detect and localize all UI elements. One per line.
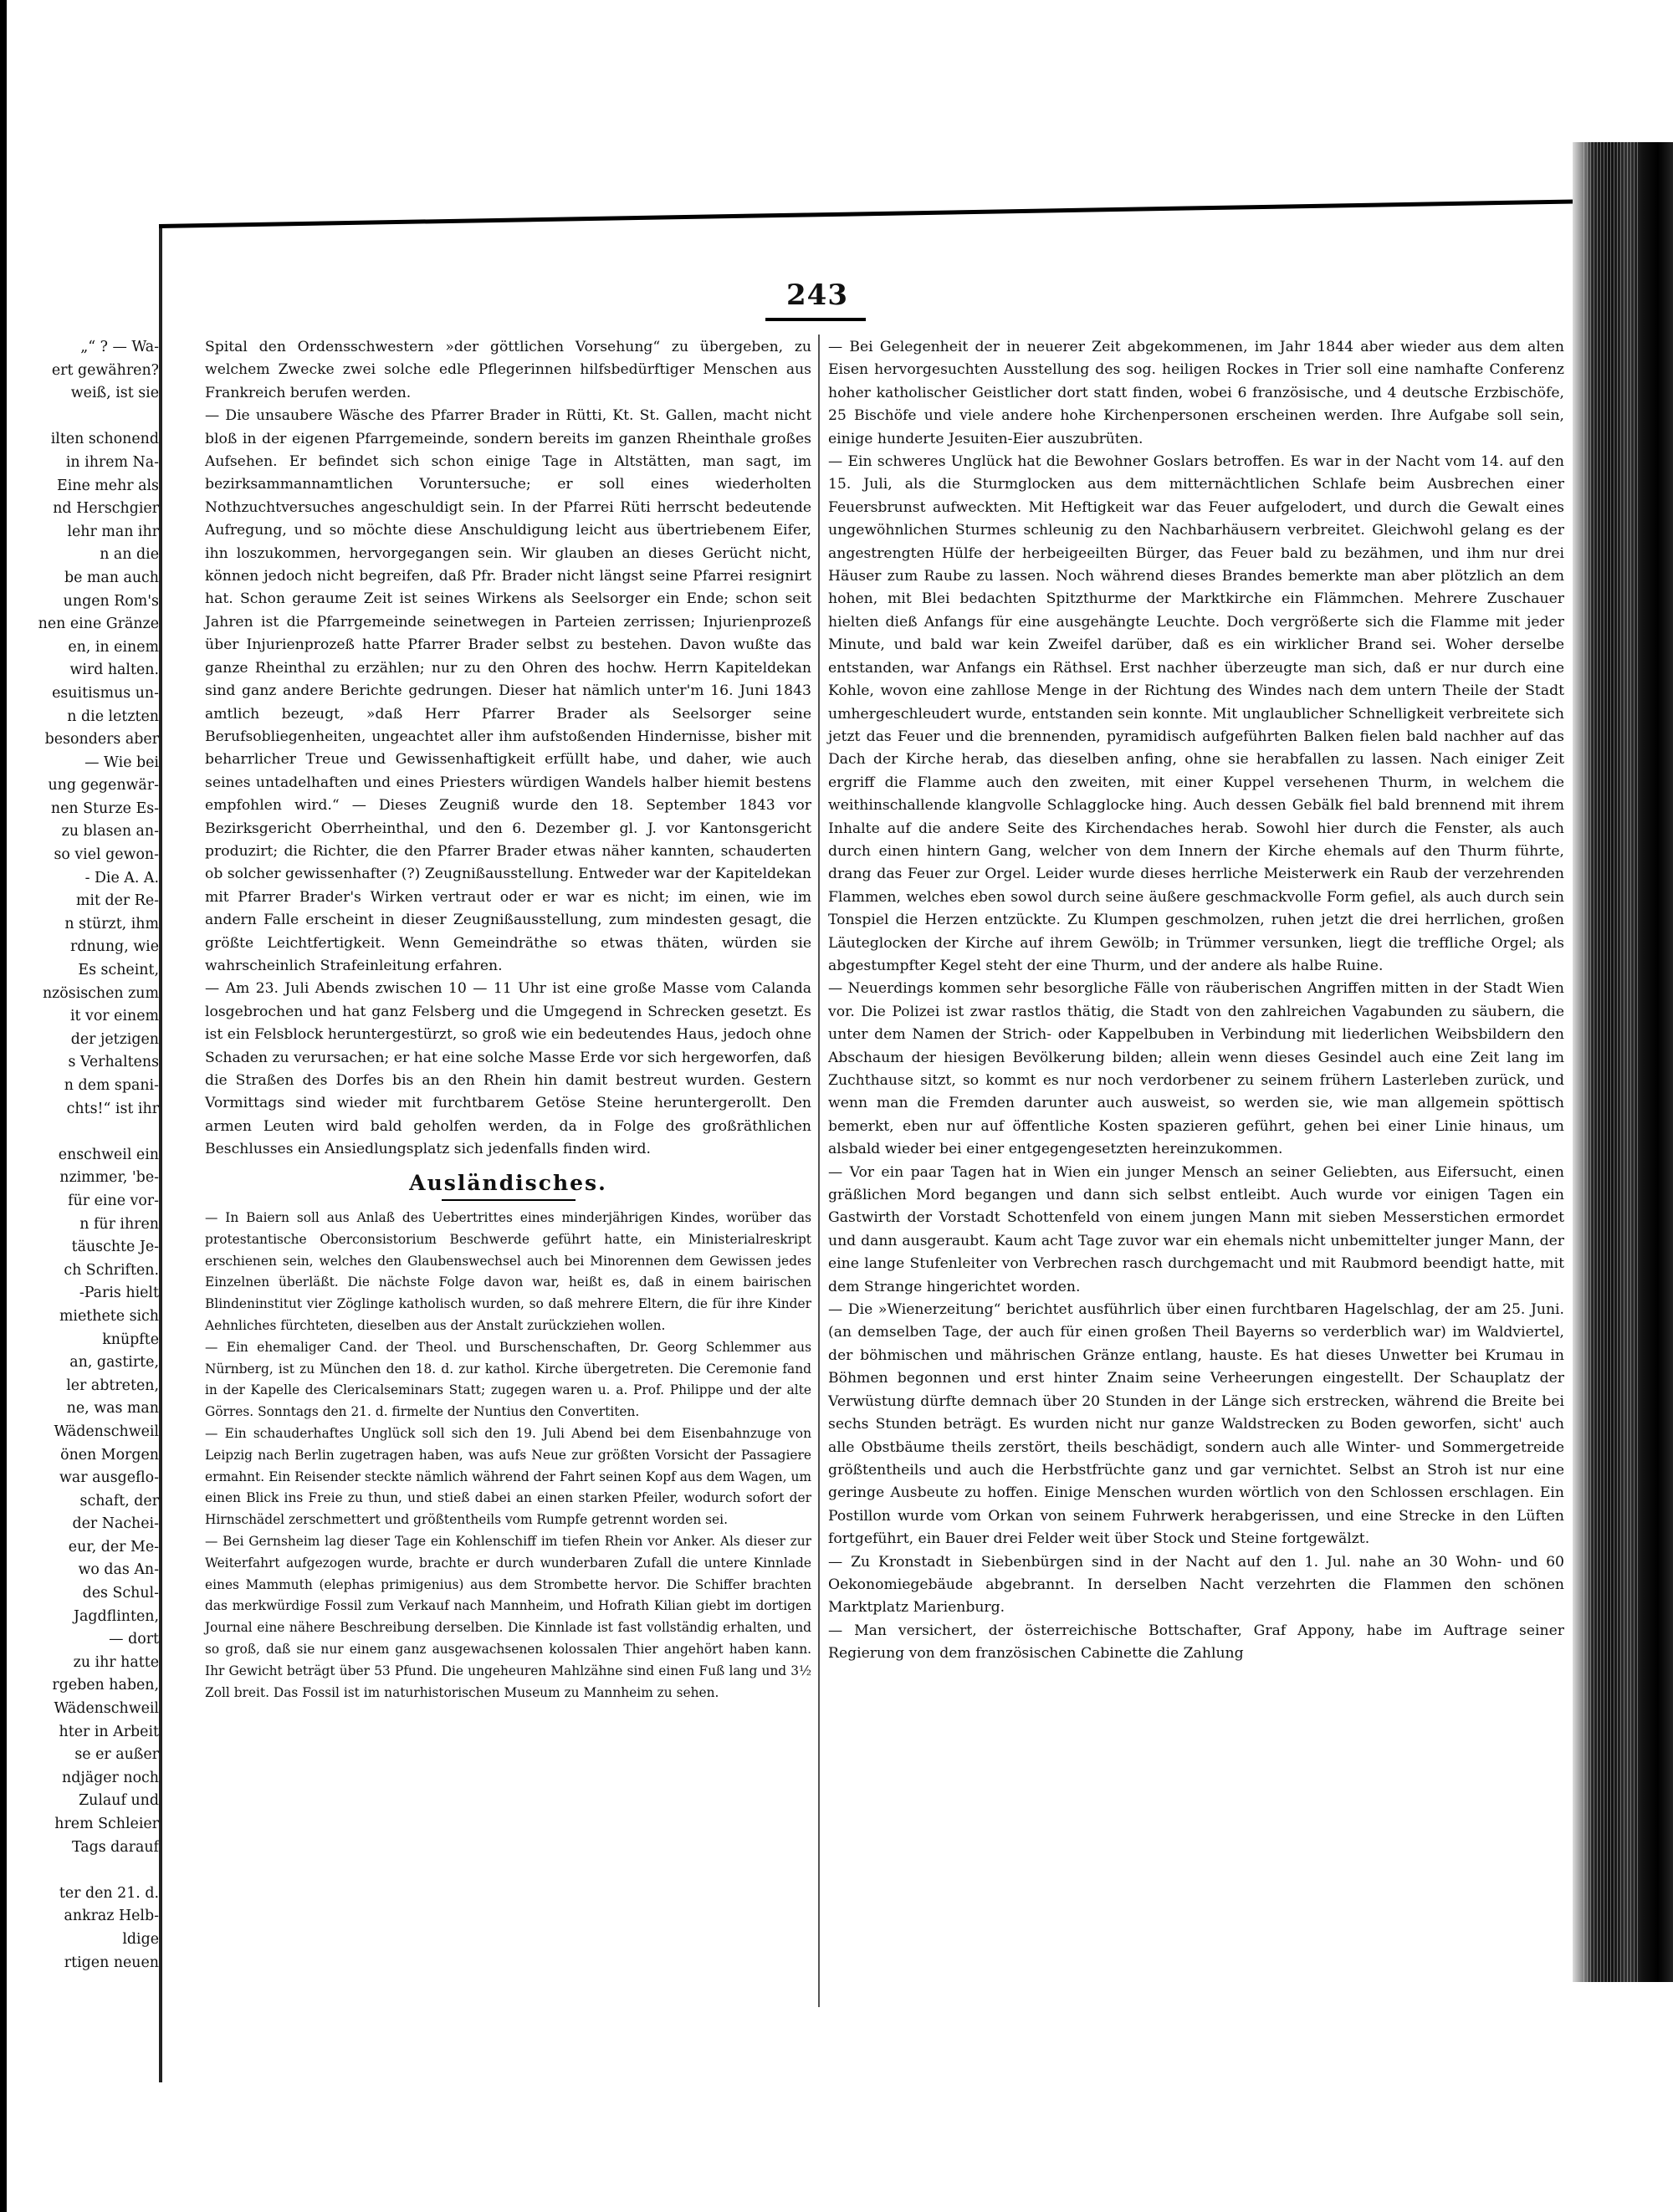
- fragment-line: schaft, der: [79, 1492, 159, 1510]
- fragment-line: — dort: [109, 1631, 159, 1648]
- fragment-line: des Schul-: [82, 1585, 159, 1602]
- fragment-line: ung gegenwär-: [48, 777, 159, 794]
- section-heading: Ausländisches.: [409, 1170, 607, 1195]
- fragment-line: an, gastirte,: [69, 1354, 159, 1372]
- page-number-underline: [765, 318, 866, 321]
- fragment-line: en, in einem: [68, 638, 159, 656]
- paragraph-mammuth: — Bei Gernsheim lag dieser Tage ein Kohlenschiff im tiefen Rhein vor Anker. Als dieser zur Weiterfahrt aufgezogen wurde, brachte er durch wunderbaren Zufall die untere Kinnlade eines Mammuth (elephas primigenius) aus dem Strombette hervor. Die Schiffer brachten das merkwürdige Fossil zum Verkauf nach Mannheim, und Hofrath Kilian giebt im dortigen Journal eine nähere Beschreibung derselben. Die Kinnlade ist fast vollständig erhalten, und so groß, daß sie nur einem ganz ausgewachsenen kolossalen Thier angehört haben kann. Ihr Gewicht beträgt über 53 Pfund. Die ungeheuren Mahlzähne sind einen Fuß lang und 3½ Zoll breit. Das Fossil ist im naturhistorischen Museum zu Mannheim zu sehen.: [205, 1533, 811, 1700]
- fragment-line: n für ihren: [79, 1215, 159, 1233]
- page-top-edge: [159, 199, 1581, 228]
- paragraph-baiern: — In Baiern soll aus Anlaß des Uebertrittes eines minderjährigen Kindes, worüber das protestantische Oberconsistorium Beschwerde geführt hatte, ein Ministerialreskript erschienen sein, welches den Glaubenswechsel auch bei Minorennen dem Gewissen jedes Einzelnen überläßt. Die nächste Folge davon war, heißt es, daß in einem bairischen Blindeninstitut vier Zöglinge katholisch wurden, so daß mehrere Eltern, die für ihre Kinder Aehnliches fürchteten, dieselben aus der Anstalt zurückziehen wollen.: [205, 1210, 811, 1334]
- paragraph-appony: — Man versichert, der österreichische Bottschafter, Graf Appony, habe im Auftrage seiner Regierung von dem französischen Cabinette die Zahlung: [828, 1622, 1564, 1663]
- fragment-line: be man auch: [64, 569, 159, 586]
- fragment-line: Zulauf und: [79, 1792, 159, 1810]
- paragraph-trier: — Bei Gelegenheit der in neuerer Zeit abgekommenen, im Jahr 1844 aber wieder aus dem alten Eisen hervorgesuchten Ausstellung des sog. heiligen Rockes in Trier soll eine namhafte Conferenz hoher katholischer Geistlicher dort statt finden, wobei 6 französische, und 4 deutsche Erzbischöfe, 25 Bischöfe und viele andere hohe Kirchenpersonen erscheinen werden. Ihre Aufgabe soll sein, einige hunderte Jesuiten-Eier auszubrüten.: [828, 339, 1564, 447]
- fragment-line: n stürzt, ihm: [64, 915, 159, 932]
- fragment-line: Eine mehr als: [57, 477, 159, 494]
- fragment-line: ler abtreten,: [66, 1377, 159, 1394]
- fragment-line: nen Sturze Es-: [50, 799, 159, 817]
- fragment-line: Wädenschweil: [54, 1700, 159, 1718]
- fragment-line: hter in Arbeit: [59, 1723, 159, 1740]
- fragment-line: rtigen neuen: [64, 1954, 159, 1971]
- fragment-line: nen eine Gränze: [38, 616, 159, 633]
- fragment-line: zu blasen an-: [61, 823, 159, 840]
- fragment-line: önen Morgen: [60, 1446, 159, 1464]
- fragment-line: rdnung, wie: [70, 938, 159, 956]
- paragraph-wien-mord: — Vor ein paar Tagen hat in Wien ein junger Mensch an seiner Geliebten, aus Eifersucht, einen gräßlichen Mord begangen und dann sich selbst entleibt. Auch wurde vor einigen Tagen ein Gastwirth der Vorstadt Schottenfeld von einem jungen Mann mit sieben Messerstichen ermordet und dann ausgeraubt. Kaum acht Tage zuvor war ein ehemals nicht unbemittelter junger Mann, der eine lange Stufenleiter von Verbrechen rasch durchgemacht und mit Raubmord beendigt hatte, mit dem Strange hingerichtet worden.: [828, 1163, 1564, 1295]
- fragment-line: wo das An-: [78, 1561, 159, 1579]
- fragment-line: nzösischen zum: [42, 984, 159, 1002]
- fragment-line: ert gewähren?: [51, 361, 159, 379]
- fragment-line: -Paris hielt: [79, 1285, 159, 1302]
- fragment-line: Tags darauf: [71, 1838, 159, 1856]
- paragraph-pfarrer-brader: — Die unsaubere Wäsche des Pfarrer Brader in Rütti, Kt. St. Gallen, macht nicht bloß in der eigenen Pfarrgemeinde, sondern bereits im ganzen Rheinthale großes Aufsehen. Er befindet sich schon einige Tage in Altstätten, man sagt, im bezirksammannamtlichen Voruntersuche; er soll eines wiederholten Nothzuchtversuches angeschuldigt sein. In der Pfarrei Rüti herrscht bedeutende Aufregung, und so möchte diese Anschuldigung leicht aus übertriebenem Eifer, ihn loszukommen, hervorgegangen sein. Wir glauben an dieses Gerücht nicht, können jedoch nicht begreifen, daß Pfr. Brader nicht längst seine Pfarrei resignirt hat. Schon geraume Zeit ist seines Wirkens als Seelsorger ein Ende; schon seit Jahren ist die Pfarrgemeinde seinetwegen in Parteien zerrissen; Injurienprozeß über Injurienprozeß hatte Pfarrer Brader selbst zu bestehen. Davon wußte das ganze Rheinthal zu erzählen; nur zu den Ohren des hochw. Herrn Kapiteldekan sind ganz andere Berichte gedrungen. Dieser hat nämlich unter'm 16. Juni 1843 amtlich bezeugt, »daß Herr Pfarrer Brader als Seelsorger seine Berufsobliegenheiten, ungeachtet aller ihm aufstoßenden Hindernisse, bisher mit beharrlicher Treue und Gewissenhaftigkeit erfüllt habe, und daher, wie auch seines untadelhaften und eines Priesters würdigen Wandels halber hiemit bestens empfohlen wird.“ — Dieses Zeugniß wurde den 18. September 1843 vor Bezirksgericht Oberrheinthal, und den 6. Dezember gl. J. vor Kantonsgericht produzirt; die Richter, die den Pfarrer Brader etwas näher kannten, schauderten ob solcher gewissenhafter (?) Zeugnißausstellung. Entweder war der Kapiteldekan mit Pfarrer Brader's Wirken vertraut oder er war es nicht; im einen, wie im andern Falle erscheint in dieser Zeugnißausstellung, zum mindesten gesagt, die größte Leichtfertigkeit. Wenn Gemeindräthe so etwas thäten, würden sie wahrscheinlich Strafeinleitung erfahren.: [205, 407, 811, 974]
- fragment-line: miethete sich: [59, 1307, 159, 1325]
- fragment-line: [5, 406, 159, 429]
- fragment-line: täuschte Je-: [71, 1239, 159, 1256]
- fragment-line: nzimmer, 'be-: [59, 1169, 159, 1187]
- fragment-line: lehr man ihr: [67, 523, 159, 540]
- column-right: [828, 336, 1564, 1666]
- column-left: [205, 336, 811, 1704]
- fragment-line: [5, 1121, 159, 1144]
- fragment-line: in ihrem Na-: [65, 453, 159, 471]
- page-number: 243: [786, 278, 848, 312]
- fragment-line: eur, der Me-: [68, 1538, 159, 1556]
- fragment-line: it vor einem: [69, 1008, 159, 1025]
- fragment-line: [5, 1859, 159, 1882]
- fragment-line: knüpfte: [102, 1331, 159, 1348]
- fragment-line: war ausgeflo-: [59, 1469, 159, 1487]
- fragment-line: der Nachei-: [72, 1515, 159, 1533]
- fragment-line: enschweil ein: [58, 1146, 159, 1163]
- fragment-line: der jetzigen: [70, 1030, 159, 1048]
- paragraph-kronstadt: — Zu Kronstadt in Siebenbürgen sind in der Nacht auf den 1. Jul. nahe an 30 Wohn- und 60 Oekonomiegebäude abgebrannt. In derselben Nacht verzehrten die Flammen den schönen Marktplatz Marienburg.: [828, 1553, 1564, 1617]
- fragment-line: esuitismus un-: [52, 684, 159, 702]
- fragment-line: se er außer: [74, 1746, 159, 1764]
- fragment-line: n die letzten: [67, 708, 159, 725]
- fragment-line: hrem Schleier: [54, 1816, 159, 1832]
- fragment-line: besonders aber: [44, 731, 159, 748]
- fragment-line: wird halten.: [69, 662, 159, 679]
- book-binding-texture: [1581, 142, 1640, 1982]
- fragment-line: für eine vor-: [68, 1192, 159, 1209]
- fragment-line: ilten schonend: [50, 431, 159, 448]
- fragment-line: ndjäger noch: [62, 1769, 159, 1786]
- fragment-line: Es scheint,: [78, 962, 159, 979]
- paragraph-calanda: — Am 23. Juli Abends zwischen 10 — 11 Uhr ist eine große Masse vom Calanda losgebrochen und hat ganz Felsberg und die Umgegend in Schrecken gesetzt. Es ist ein Felsblock heruntergestürzt, so groß wie ein bedeutendes Haus, jedoch ohne Schaden zu verursachen; er hat eine solche Masse Erde vor sich hergeworfen, daß die Straßen des Dorfes bis an den Rhein hin damit bestreut wurden. Gestern Vormittags sind wieder mit furchtbarem Getöse Steine heruntergerollt. Den armen Leuten wird bald geholfen werden, da in Folge des großräthlichen Beschlusses ein Ansiedlungsplatz sich jedenfalls finden wird.: [205, 980, 811, 1158]
- paragraph-wien-angriffe: — Neuerdings kommen sehr besorgliche Fälle von räuberischen Angriffen mitten in der Stadt Wien vor. Die Polizei ist zwar rastlos thätig, die Stadt von den zahlreichen Vagabunden zu säubern, die unter dem Namen der Strich- oder Kappelbuben in Verbindung mit liederlichen Weibsbildern den Abschaum der hiesigen Bevölkerung bilden; allein wenn dieses Gesindel auch eine Zeit lang im Zuchthause sitzt, so kommt es nur noch verdorbener zu seinem frühern Lasterleben zurück, und wenn man die Fremden darunter auch ausweist, so werden sie, wie man allgemein spöttisch bemerkt, eben nur auf öffentliche Kosten spazieren geführt, gehen bei einer Linie hinaus, um alsbald wieder bei einer entgegengesetzten hereinzukommen.: [828, 980, 1564, 1158]
- heading-rule: [442, 1199, 576, 1201]
- fragment-line: ankraz Helb-: [64, 1908, 159, 1925]
- paragraph-spital: Spital den Ordensschwestern »der göttlichen Vorsehung“ zu übergeben, zu welchem Zwecke zwei solche edle Pflegerinnen hilfsbedürftiger Menschen aus Frankreich berufen werden.: [205, 339, 811, 401]
- fragment-line: ldige: [122, 1930, 159, 1948]
- fragment-line: zu ihr hatte: [73, 1653, 159, 1671]
- fragment-line: Jagdflinten,: [74, 1607, 159, 1625]
- fragment-line: so viel gewon-: [54, 846, 159, 864]
- fragment-line: nd Herschgier: [53, 500, 159, 518]
- fragment-line: s Verhaltens: [68, 1054, 159, 1071]
- fragment-line: „“ ? — Wa-: [80, 339, 159, 355]
- paragraph-schlemmer: — Ein ehemaliger Cand. der Theol. und Burschenschaften, Dr. Georg Schlemmer aus Nürnberg, ist zu München den 18. d. zur kathol. Kirche übergetreten. Die Ceremonie fand in der Kapelle des Clericalseminars Statt; zugegen waren u. a. Prof. Philippe und der alte Görres. Sonntags den 21. d. firmelte der Nuntius den Convertiten.: [205, 1339, 811, 1420]
- fragment-line: n an die: [100, 546, 159, 564]
- fragment-line: ch Schriften.: [64, 1261, 159, 1279]
- fragment-line: chts!“ ist ihr: [66, 1100, 159, 1117]
- fragment-line: ter den 21. d.: [59, 1884, 159, 1902]
- paragraph-hagelschlag: — Die »Wienerzeitung“ berichtet ausführlich über einen furchtbaren Hagelschlag, der am 25. Juni. (an demselben Tage, der auch für einen großen Theil Bayerns so verderblich war) im Waldviertel, der böhmischen und mährischen Gränze entlang, hauste. Es hat dieses Unwetter bei Krumau in Böhmen begonnen und erst hinter Znaim seine Verheerungen eingestellt. Der Schauplatz der Verwüstung dürfte demnach über 20 Stunden in der Länge sich erstrecken, während die Breite bei sechs Stunden beträgt. Es wurden nicht nur ganze Waldstrecken zu Boden geworfen, sicht' auch alle Obstbäume theils zerstört, theils beschädigt, sondern auch alle Winter- und Sommergetreide größtentheils und auch die Herbstfrüchte ganz und gar vernichtet. Selbst an Stroh ist nur eine geringe Ausbeute zu hoffen. Einige Menschen wurden wörtlich von den Schlossen erschlagen. Ein Postillon wurde vom Orkan von seinem Fuhrwerk herabgerissen, und eine Strecke in den Lüften fortgeführt, ein Bauer drei Felder weit über Stock und Steine fortgewälzt.: [828, 1301, 1564, 1548]
- facing-page-fragment: [5, 336, 159, 1974]
- fragment-line: weiß, ist sie: [70, 385, 159, 402]
- fragment-line: - Die A. A.: [84, 869, 159, 886]
- paragraph-goslar: — Ein schweres Unglück hat die Bewohner Goslars betroffen. Es war in der Nacht vom 14. auf den 15. Juli, als die Sturmglocken aus dem mitternächtlichen Schlafe beim Ausbrechen einer Feuersbrunst aufweckten. Mit Heftigkeit war das Feuer aufgelodert, und durch die Gewalt eines ungewöhnlichen Sturmes schleunig zu den Nachbarhäusern verbreitet. Gleichwohl gelang es der angestrengten Hülfe der herbeigeeilten Bürger, das Feuer bald zu bezähmen, und ihm nur drei Häuser zum Raube zu lassen. Noch während dieses Brandes bemerkte man aber plötzlich an dem hohen, mit Blei bedachten Spitzthurme der Marktkirche ein Flämmchen. Mehrere Zuschauer hielten dieß Anfangs für eine ausgehängte Leuchte. Doch vergrößerte sich die Flamme mit jeder Minute, und bald war kein Zweifel darüber, daß es ein wirklicher Brand sei. Woher derselbe entstanden, war Anfangs ein Räthsel. Erst nachher überzeugte man sich, daß er nur durch eine Kohle, wovon eine zahllose Menge in der Richtung des Windes nach dem untern Theile der Stadt umhergeschleudert wurde, entstanden sein konnte. Mit unglaublicher Schnelligkeit verbreitete sich jetzt das Feuer und die brennenden, pyramidisch aufgeführten Balken fielen bald nachher auf das Dach der Kirche herab, das dieselben anfing, ohne sie herabfallen zu lassen. Nach einiger Zeit ergriff die Flamme auch den zweiten, mit einer Kuppel versehenen Thurm, in welchem die weithinschallende klangvolle Schlagglocke hing. Auch dessen Gebälk fiel bald brennend mit ihrem Inhalte auf die andere Seite des Kirchendaches herab. Sowohl hier durch die Fenster, als auch durch einen hintern Gang, welcher von dem Innern der Kirche ehemals auf den Thurm führte, drang das Feuer zur Orgel. Leider wurde dieses herrliche Meisterwerk ein Raub der verzehrenden Flammen, welches eben sowol durch seine äußere geschmackvolle Form gefiel, als auch durch sein Tonspiel die Herzen entzückte. Zu Klumpen geschmolzen, ruhen jetzt die drei herrlichen, großen Läuteglocken der Kirche auf ihrem Gewölb; in Trümmer versunken, liegt die treffliche Orgel; als abgestumpfter Kegel steht der eine Thurm, und der andere als halbe Ruine.: [828, 453, 1564, 974]
- column-divider: [818, 335, 820, 2007]
- fragment-line: n dem spani-: [64, 1077, 159, 1094]
- fragment-line: — Wie bei: [84, 754, 159, 771]
- fragment-line: rgeben haben,: [52, 1677, 159, 1694]
- fragment-line: mit der Re-: [75, 892, 159, 910]
- fragment-line: Wädenschweil: [54, 1423, 159, 1440]
- fragment-line: ungen Rom's: [63, 592, 159, 610]
- paragraph-eisenbahn: — Ein schauderhaftes Unglück soll sich den 19. Juli Abend bei dem Eisenbahnzuge von Leipzig nach Berlin zugetragen haben, was aufs Neue zur größten Vorsicht der Passagiere ermahnt. Ein Reisender steckte nämlich während der Fahrt seinen Kopf aus dem Wagen, um einen Blick ins Freie zu thun, und stieß dabei an einen starken Pfeiler, wodurch sofort der Hirnschädel zerschmettert und größtentheils vom Rumpfe getrennt worden sei.: [205, 1426, 811, 1528]
- facing-page-edge: [159, 226, 162, 2082]
- fragment-line: ne, was man: [66, 1400, 159, 1418]
